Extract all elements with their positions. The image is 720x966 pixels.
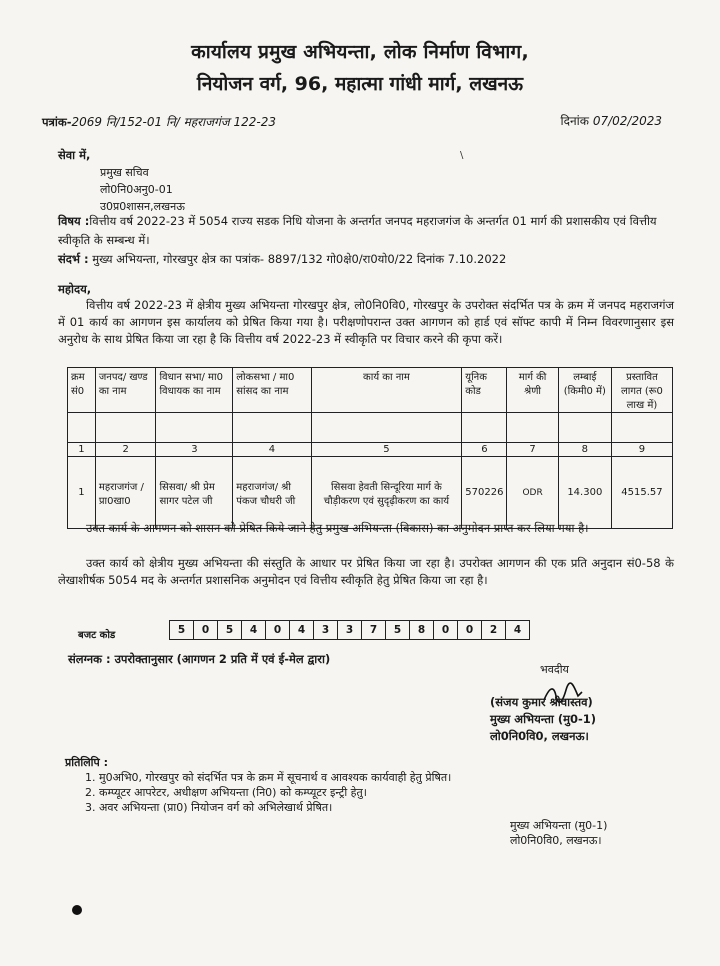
table-cell: सिसवा हेवती सिन्दूरिया मार्ग के चौड़ीकरण एवं सुदृढ़ीकरण का कार्य: [311, 457, 462, 529]
budget-digit: 0: [265, 620, 290, 640]
budget-digit: 4: [241, 620, 266, 640]
subject-label: विषय :: [58, 214, 90, 228]
reference-label: पत्रांक-: [42, 115, 72, 129]
budget-digit: 5: [385, 620, 410, 640]
table-number-cell: 1: [68, 443, 96, 457]
table-number-cell: 7: [507, 443, 558, 457]
table-cell: सिसवा/ श्री प्रेम सागर पटेल जी: [156, 457, 233, 529]
pen-mark: \: [460, 150, 464, 161]
body-paragraph-2: उक्त कार्य के आगणन को शासन को प्रेषित किये जाने हेतु प्रमुख अभियन्ता (विकास) का अनुमोदन प्राप्त कर लिया गया है।: [86, 521, 589, 535]
table-header-cell: कार्य का नाम: [311, 368, 462, 413]
table-number-cell: 4: [233, 443, 311, 457]
budget-digit: 0: [193, 620, 218, 640]
copy-to-item: 3. अवर अभियन्ता (प्रा0) नियोजन वर्ग को अभिलेखार्थ प्रेषित।: [85, 801, 333, 814]
table-header-cell: जनपद/ खण्ड का नाम: [95, 368, 156, 413]
table-header-cell: विधान सभा/ मा0 विधायक का नाम: [156, 368, 233, 413]
reference-value: 2069 नि/152-01 नि/ महराजगंज 122-23: [71, 115, 277, 129]
recipient-label: सेवा में,: [58, 148, 91, 162]
table-header-row: [68, 368, 673, 413]
copy-to-item: 2. कम्प्यूटर आपरेटर, अधीक्षण अभियन्ता (नि0) को कम्प्यूटर इन्ट्री हेतु।: [85, 786, 367, 799]
enclosure-line: संलग्नक : उपरोक्तानुसार (आगणन 2 प्रति में एवं ई-मेल द्वारा): [68, 652, 331, 666]
table-header-cell: लोकसभा / मा0 सांसद का नाम: [233, 368, 311, 413]
reference-line-text: मुख्य अभियन्ता, गोरखपुर क्षेत्र का पत्रांक- 8897/132 गो0क्षे0/रा0यो0/22 दिनांक 7.10.2022: [92, 252, 507, 266]
body-paragraph-3: उक्त कार्य को क्षेत्रीय मुख्य अभियन्ता की संस्तुति के आधार पर प्रेषित किया जा रहा है। उपरोक्त आगणन की एक प्रति अनुदान सं0-58 के लेखाशीर्षक 5054 मद के अन्तर्गत प्रशासनिक अनुमोदन एवं वित्तीय स्वीकृति हेतु प्रेषित किया जा रहा है।: [58, 556, 674, 587]
signatory-name: (संजय कुमार श्रीवास्तव): [490, 695, 593, 709]
table-cell: महराजगंज/ श्री पंकज चौधरी जी: [233, 457, 311, 529]
table-cell: 4515.57: [611, 457, 672, 529]
table-number-cell: 6: [462, 443, 507, 457]
table-number-cell: 5: [311, 443, 462, 457]
letter-date: [561, 112, 662, 129]
table-header-cell: क्रम सं0: [68, 368, 96, 413]
subject-text: वित्तीय वर्ष 2022-23 में 5054 राज्य सडक निधि योजना के अन्तर्गत जनपद महराजगंज के अन्तर्गत 01 मार्ग की प्रशासकीय एवं वित्तीय स्वीकृति के सम्बन्ध में।: [58, 214, 657, 247]
table-cell: महराजगंज / प्रा0खा0: [95, 457, 156, 529]
date-label: दिनांक: [560, 114, 589, 128]
budget-digit: 4: [289, 620, 314, 640]
date-value: 07/02/2023: [592, 114, 662, 128]
budget-code-boxes: [170, 620, 530, 640]
table-row: [68, 457, 673, 529]
signatory-block: [490, 694, 596, 745]
body-paragraph-1: वित्तीय वर्ष 2022-23 में क्षेत्रीय मुख्य अभियन्ता गोरखपुर क्षेत्र, लो0नि0वि0, गोरखपुर के उपरोक्त संदर्भित पत्र के क्रम में जनपद महराजगंज में 01 कार्य का आगणन इस कार्यालय को प्रेषित किया गया है। परीक्षणोपरान्त उक्त आगणन को हार्ड एवं सॉफ्ट कापी में निम्न विवरणानुसार इस अनुरोध के साथ प्रेषित किया जा रहा है कि वित्तीय वर्ष 2022-23 में स्वीकृति पर विचार करने की कृपा करें।: [58, 298, 674, 346]
table-cell: ODR: [507, 457, 558, 529]
table-header-cell: लम्बाई (किमी0 में): [558, 368, 611, 413]
budget-digit: 0: [433, 620, 458, 640]
table-header-cell: यूनिक कोड: [462, 368, 507, 413]
budget-digit: 3: [337, 620, 362, 640]
recipient-line-2: लो0नि0अनु0-01: [100, 183, 173, 196]
subject: [58, 212, 678, 250]
table-header-cell: प्रस्तावित लागत (रू0 लाख में): [611, 368, 672, 413]
copy-signatory-designation: मुख्य अभियन्ता (मु0-1): [510, 819, 608, 832]
budget-digit: 3: [313, 620, 338, 640]
signatory-designation: मुख्य अभियन्ता (मु0-1): [490, 712, 597, 726]
budget-digit: 0: [457, 620, 482, 640]
office-title: कार्यालय प्रमुख अभियन्ता, लोक निर्माण विभाग,: [191, 41, 529, 63]
budget-digit: 8: [409, 620, 434, 640]
table-number-cell: 2: [95, 443, 156, 457]
office-address: नियोजन वर्ग, 96, महात्मा गांधी मार्ग, लखनऊ: [196, 73, 524, 95]
budget-digit: 4: [505, 620, 530, 640]
table-number-cell: 8: [558, 443, 611, 457]
table-cell: 14.300: [558, 457, 611, 529]
closing-text: भवदीय: [540, 663, 569, 676]
table-number-cell: 9: [611, 443, 672, 457]
budget-code-label: बजट कोड: [78, 630, 116, 641]
recipient-line-1: प्रमुख सचिव: [100, 166, 149, 179]
budget-digit: 5: [217, 620, 242, 640]
budget-digit: 7: [361, 620, 386, 640]
copy-to-item: 1. मु0अभि0, गोरखपुर को संदर्भित पत्र के क्रम में सूचनार्थ व आवश्यक कार्यवाही हेतु प्रेषित।: [85, 771, 452, 784]
reference-line: [58, 252, 506, 267]
table-spacer-row: [68, 413, 673, 443]
reference-number: [42, 113, 276, 130]
signatory-office: लो0नि0वि0, लखनऊ।: [490, 729, 589, 743]
punch-hole-mark: [72, 905, 82, 915]
copy-signatory-block: [510, 818, 607, 848]
recipient-line-3: उ0प्र0शासन,लखनऊ: [100, 200, 185, 213]
copy-to-block: [65, 755, 452, 815]
copy-to-label: प्रतिलिपि :: [65, 756, 109, 769]
table-cell: 1: [68, 457, 96, 529]
reference-line-label: संदर्भ :: [58, 252, 89, 266]
budget-digit: 5: [169, 620, 194, 640]
table-number-cell: 3: [156, 443, 233, 457]
salutation: महोदय,: [58, 282, 92, 296]
copy-signatory-office: लो0नि0वि0, लखनऊ।: [510, 834, 602, 847]
works-table: [67, 367, 673, 529]
budget-digit: 2: [481, 620, 506, 640]
table-cell: 570226: [462, 457, 507, 529]
table-header-cell: मार्ग की श्रेणी: [507, 368, 558, 413]
table-number-row: [68, 443, 673, 457]
